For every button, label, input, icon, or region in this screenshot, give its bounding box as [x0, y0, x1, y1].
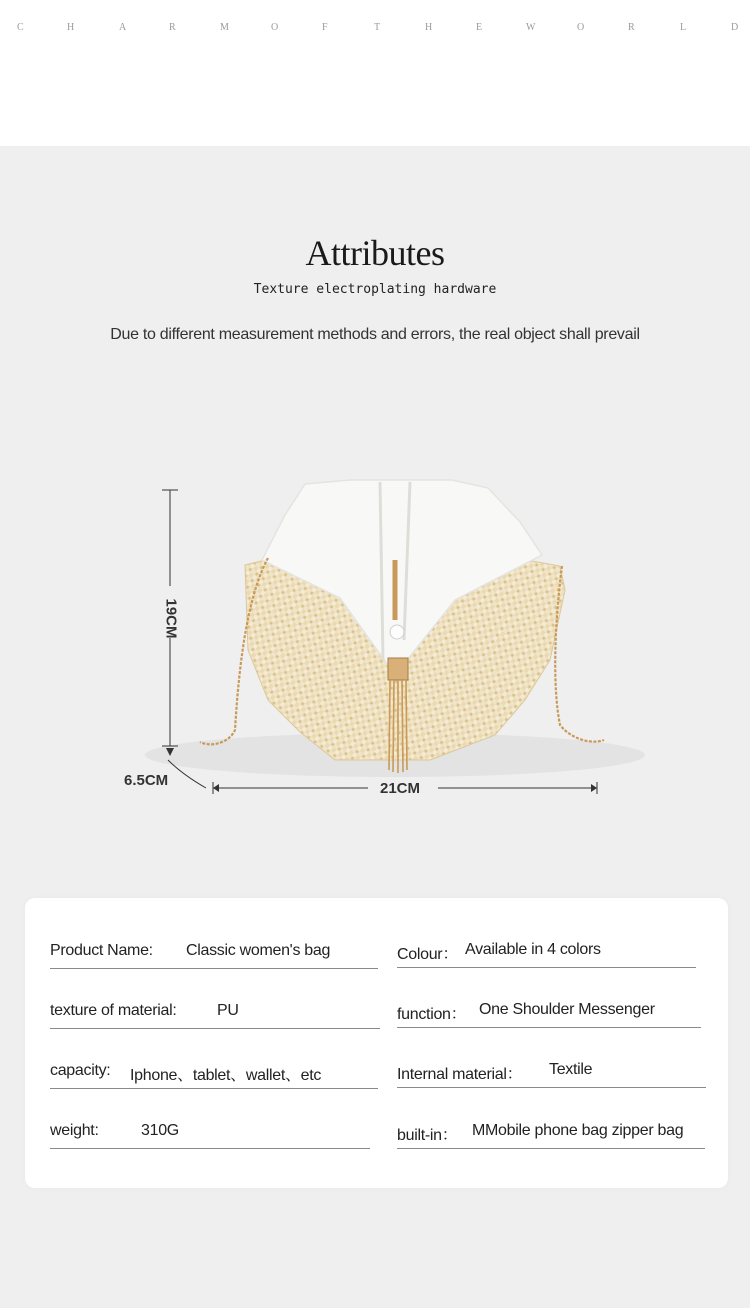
brand-letter: A	[119, 22, 127, 33]
attribute-value: One Shoulder Messenger	[479, 1001, 655, 1018]
depth-dimension-label: 6.5CM	[124, 772, 169, 789]
attribute-row-capacity	[50, 1056, 378, 1089]
attribute-label: capacity:	[50, 1062, 111, 1079]
height-dimension-label: 19CM	[162, 598, 180, 639]
attribute-label: texture of material:	[50, 1002, 177, 1019]
attribute-value: 310G	[141, 1122, 179, 1139]
attribute-label: built-in：	[397, 1127, 458, 1144]
brand-letter: H	[67, 22, 75, 33]
attribute-row-weight	[50, 1116, 370, 1149]
brand-letter: E	[476, 22, 483, 33]
attribute-row-product-name	[50, 936, 378, 969]
pearl-bead	[390, 625, 404, 639]
attribute-value: Available in 4 colors	[465, 941, 601, 958]
attribute-row-function	[397, 995, 701, 1028]
attribute-label: function：	[397, 1006, 467, 1023]
attribute-value: Textile	[549, 1061, 593, 1078]
brand-letter: O	[577, 22, 585, 33]
brand-letter-row	[0, 22, 750, 38]
measurement-disclaimer: Due to different measurement methods and errors, the real object shall prevail	[110, 326, 640, 343]
attribute-value: Classic women's bag	[186, 942, 331, 959]
attribute-row-colour	[397, 935, 696, 968]
attribute-label: weight:	[50, 1122, 99, 1139]
header-strip	[0, 0, 750, 146]
attribute-row-built-in	[397, 1116, 705, 1149]
attribute-value: PU	[217, 1002, 239, 1019]
attribute-row-internal-material	[397, 1055, 706, 1088]
brand-letter: D	[731, 22, 739, 33]
width-dimension-label: 21CM	[380, 780, 421, 797]
brand-letter: T	[374, 22, 381, 33]
brand-letter: F	[322, 22, 328, 33]
attribute-label: Product Name:	[50, 942, 153, 959]
section-subtitle: Texture electroplating hardware	[253, 282, 497, 297]
attribute-label: Internal material：	[397, 1066, 523, 1083]
attribute-value: MMobile phone bag zipper bag	[472, 1122, 684, 1139]
brand-letter: R	[169, 22, 176, 33]
brand-letter: L	[680, 22, 687, 33]
brand-letter: W	[526, 22, 536, 33]
brand-letter: C	[17, 22, 24, 33]
attributes-card	[25, 898, 728, 1188]
brand-letter: H	[425, 22, 433, 33]
brand-letter: R	[628, 22, 635, 33]
attribute-label: Colour：	[397, 946, 459, 963]
attribute-value: Iphone、tablet、wallet、etc	[130, 1067, 322, 1084]
brand-letter: M	[220, 22, 229, 33]
product-image	[0, 470, 750, 810]
section-title: Attributes	[305, 233, 445, 273]
tassel-cap	[388, 658, 408, 680]
brand-letter: O	[271, 22, 279, 33]
attribute-row-material	[50, 996, 380, 1029]
